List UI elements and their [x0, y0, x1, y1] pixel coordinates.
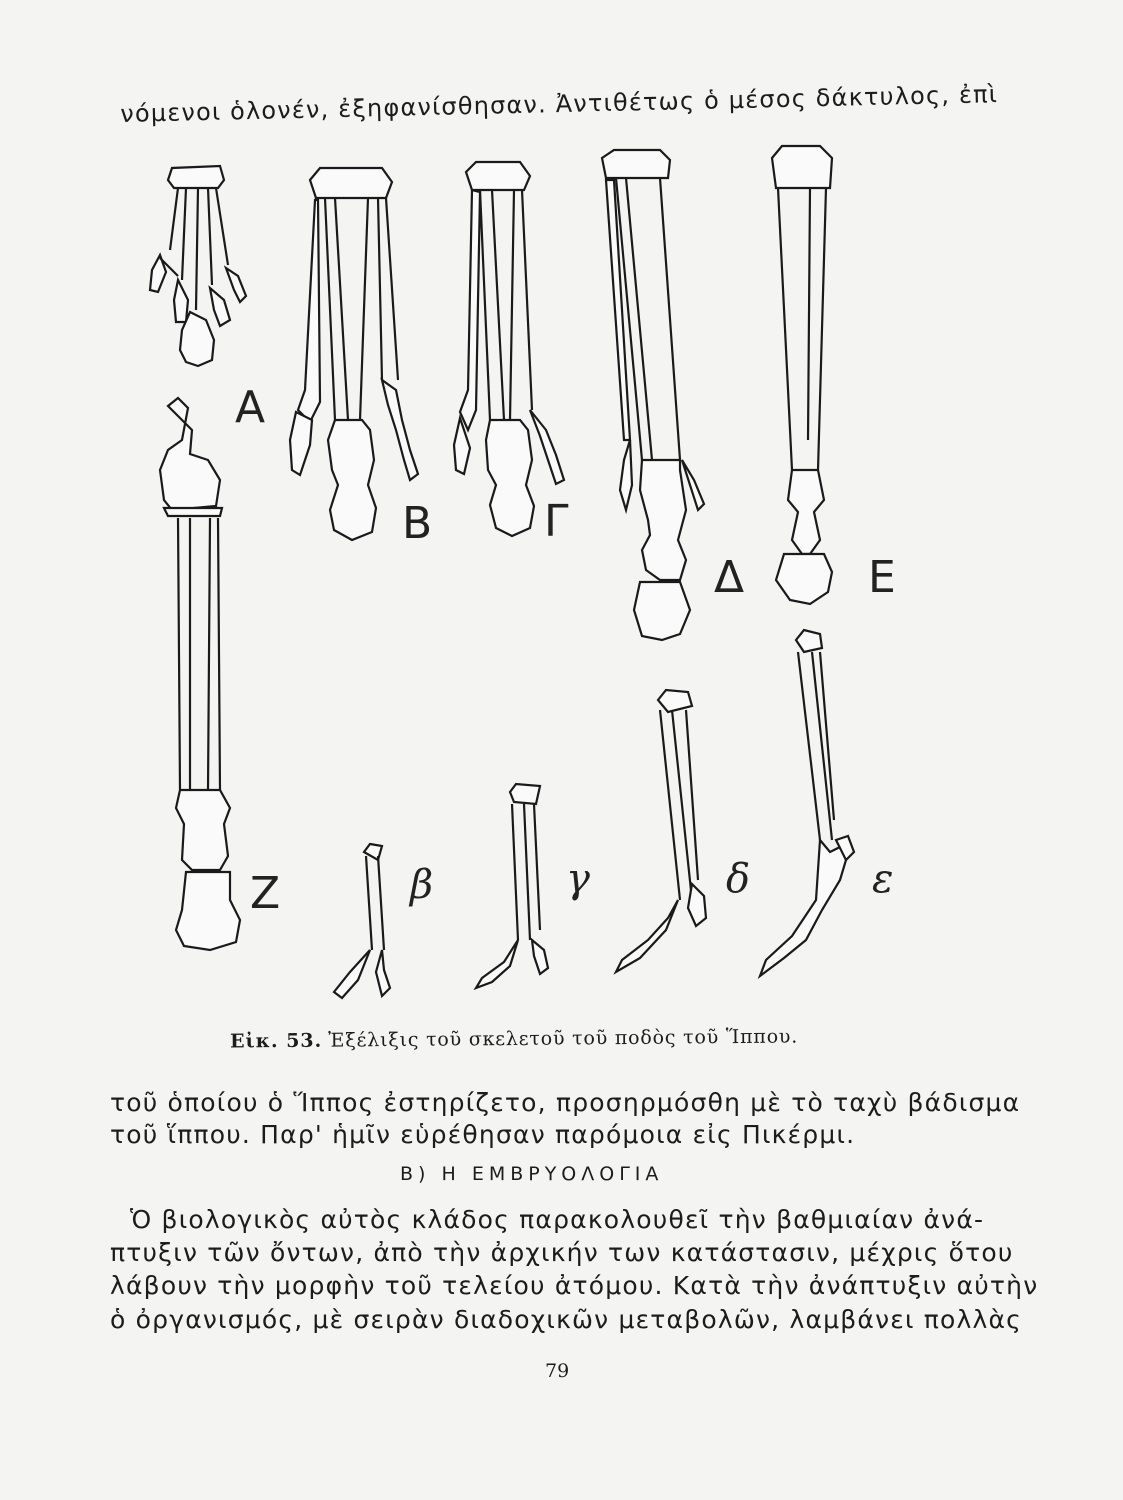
figure-label-Z: Ζ: [250, 868, 281, 919]
body-line-1: τοῦ ὁποίου ὁ Ἵππος ἐστηρίζετο, προσηρμόσθη μὲ τὸ ταχὺ βάδισμα: [110, 1088, 1021, 1117]
figure-label-A: Α: [235, 382, 266, 433]
figure-caption: [230, 1026, 798, 1053]
foot-D: [602, 150, 704, 640]
text-line-top: νόμενοι ὁλονέν, ἐξηφανίσθησαν. Ἀντιθέτως ὁ μέσος δάκτυλος, ἐπὶ: [120, 80, 999, 128]
body-line-6: ὁ ὀργανισμός, μὲ σειρὰν διαδοχικῶν μεταβολῶν, λαμβάνει πολλὰς: [110, 1305, 1023, 1334]
foot-B: [290, 168, 418, 540]
foot-G: [454, 162, 564, 536]
foot-Z: [160, 398, 240, 950]
leg-g: [476, 784, 548, 988]
foot-A: [150, 166, 246, 366]
body-line-3: Ὁ βιολογικὸς αὐτὸς κλάδος παρακολουθεῖ τὴν βαθμιαίαν ἀνά-: [130, 1205, 985, 1234]
figure-label-e: ε: [872, 856, 894, 902]
body-line-5: λάβουν τὴν μορφὴν τοῦ τελείου ἀτόμου. Κατὰ τὴν ἀνάπτυξιν αὐτὴν: [110, 1271, 1039, 1300]
body-line-2: τοῦ ἵππου. Παρ' ἡμῖν εὑρέθησαν παρόμοια εἰς Πικέρμι.: [110, 1120, 856, 1149]
leg-d: [616, 690, 706, 972]
figure-label-D: Δ: [714, 552, 745, 603]
figure-caption-text: Ἐξέλιξις τοῦ σκελετοῦ τοῦ ποδὸς τοῦ Ἵππου.: [328, 1025, 799, 1052]
figure-label-E: Ε: [868, 552, 896, 603]
figure-label-d: δ: [726, 856, 751, 902]
section-heading: Β) Η ΕΜΒΡΥΟΛΟΓΙΑ: [400, 1163, 664, 1185]
figure-label-g: γ: [566, 856, 590, 902]
leg-b: [334, 844, 390, 998]
figure-label-G: Γ: [544, 496, 569, 547]
body-line-4: πτυξιν τῶν ὄντων, ἀπὸ τὴν ἀρχικήν των κατάστασιν, μέχρις ὅτου: [110, 1238, 1014, 1267]
figure-label-B: Β: [402, 498, 433, 549]
figure-label-b: β: [410, 862, 434, 908]
figure-drawing: [120, 140, 1000, 1020]
figure-caption-number: Εἰκ. 53.: [229, 1029, 323, 1053]
page-number: 79: [545, 1360, 570, 1382]
leg-e: [760, 630, 854, 976]
foot-E: [772, 146, 832, 604]
horse-foot-evolution-figure: [120, 140, 1000, 1020]
